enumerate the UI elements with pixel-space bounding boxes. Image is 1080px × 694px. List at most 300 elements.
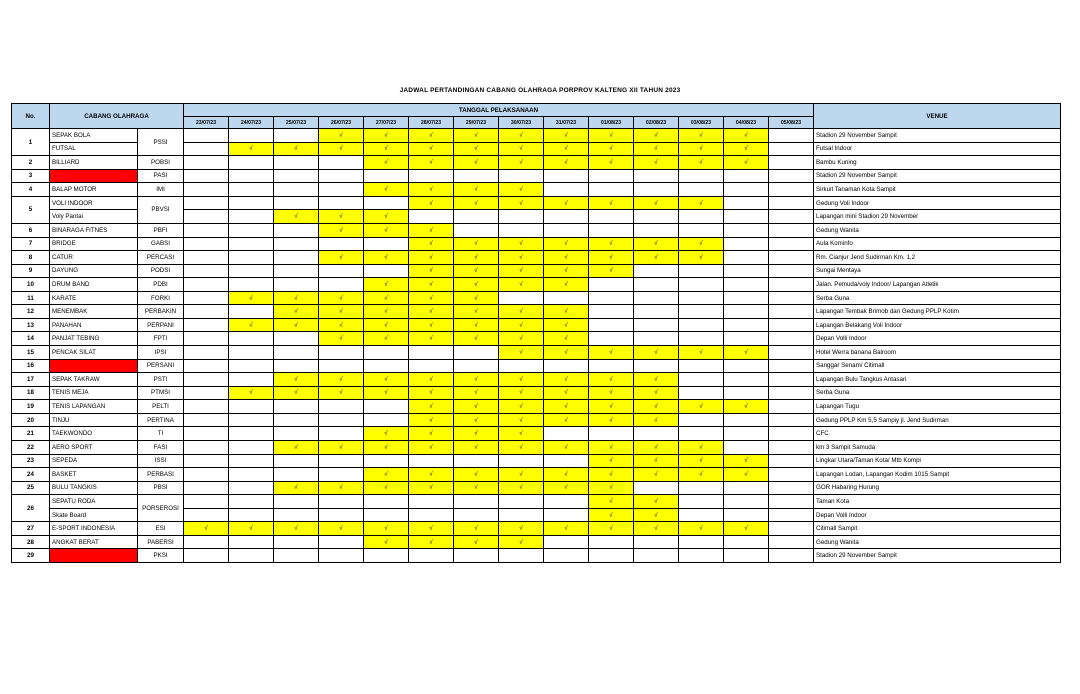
empty-day-cell: [679, 278, 724, 292]
venue-name: Hotel Werra banana Balroom: [814, 346, 1061, 360]
scheduled-day-cell: √: [499, 183, 544, 197]
venue-name: Lapangan Belakang Voli Indoor: [814, 318, 1061, 332]
empty-day-cell: [634, 291, 679, 305]
empty-day-cell: [274, 427, 319, 441]
sport-name: SEPEDA: [50, 454, 138, 468]
empty-day-cell: [319, 237, 364, 251]
empty-day-cell: [229, 210, 274, 224]
date-header-cell: 03/08/23: [679, 117, 724, 129]
empty-day-cell: [589, 278, 634, 292]
scheduled-day-cell: √: [544, 305, 589, 319]
scheduled-day-cell: √: [409, 237, 454, 251]
scheduled-day-cell: √: [544, 413, 589, 427]
venue-name: Stadion 29 November Sampit: [814, 129, 1061, 143]
scheduled-day-cell: √: [679, 237, 724, 251]
table-row: [12, 346, 1061, 360]
empty-day-cell: [409, 210, 454, 224]
scheduled-day-cell: √: [409, 332, 454, 346]
empty-day-cell: [499, 495, 544, 509]
empty-day-cell: [184, 549, 229, 563]
empty-day-cell: [544, 359, 589, 373]
empty-day-cell: [229, 454, 274, 468]
sport-name: BULU TANGKIS: [50, 481, 138, 495]
table-row: [12, 332, 1061, 346]
row-number: 12: [12, 305, 50, 319]
organization: POBSI: [138, 156, 184, 170]
venue-name: Gedung Wanita: [814, 223, 1061, 237]
scheduled-day-cell: √: [544, 400, 589, 414]
sport-name: PENCAK SILAT: [50, 346, 138, 360]
organization: PABERSI: [138, 535, 184, 549]
venue-name: Lapangan Bulu Tangkus Antasari: [814, 373, 1061, 387]
empty-day-cell: [274, 468, 319, 482]
empty-day-cell: [724, 196, 769, 210]
scheduled-day-cell: √: [634, 440, 679, 454]
sport-name: PANAHAN: [50, 318, 138, 332]
empty-day-cell: [184, 237, 229, 251]
empty-day-cell: [769, 210, 814, 224]
scheduled-day-cell: √: [634, 237, 679, 251]
empty-day-cell: [769, 359, 814, 373]
scheduled-day-cell: √: [364, 156, 409, 170]
table-row: [12, 495, 1061, 509]
scheduled-day-cell: √: [634, 400, 679, 414]
scheduled-day-cell: √: [544, 386, 589, 400]
scheduled-day-cell: √: [319, 129, 364, 143]
empty-day-cell: [229, 129, 274, 143]
scheduled-day-cell: √: [499, 156, 544, 170]
table-row: [12, 291, 1061, 305]
empty-day-cell: [769, 332, 814, 346]
empty-day-cell: [274, 129, 319, 143]
scheduled-day-cell: √: [319, 386, 364, 400]
organization: PORSEROSI: [138, 495, 184, 522]
venue-name: Rm. Cianjur Jend Sudirman Km. 1,2: [814, 251, 1061, 265]
empty-day-cell: [724, 318, 769, 332]
row-number: 4: [12, 183, 50, 197]
sport-name: VOLI INDOOR: [50, 196, 138, 210]
empty-day-cell: [634, 183, 679, 197]
scheduled-day-cell: √: [544, 196, 589, 210]
empty-day-cell: [724, 278, 769, 292]
scheduled-day-cell: √: [319, 223, 364, 237]
scheduled-day-cell: √: [454, 413, 499, 427]
scheduled-day-cell: √: [364, 223, 409, 237]
sport-name: DAYUNG: [50, 264, 138, 278]
table-row: [12, 386, 1061, 400]
venue-name: Depan Volli Indoor: [814, 332, 1061, 346]
empty-day-cell: [274, 251, 319, 265]
scheduled-day-cell: √: [634, 495, 679, 509]
scheduled-day-cell: √: [589, 237, 634, 251]
scheduled-day-cell: √: [229, 142, 274, 156]
venue-name: Bambu Kuning: [814, 156, 1061, 170]
empty-day-cell: [724, 210, 769, 224]
organization: PBVSI: [138, 196, 184, 223]
empty-day-cell: [184, 508, 229, 522]
scheduled-day-cell: √: [409, 142, 454, 156]
empty-day-cell: [319, 346, 364, 360]
organization: ISSI: [138, 454, 184, 468]
empty-day-cell: [679, 427, 724, 441]
empty-day-cell: [769, 508, 814, 522]
empty-day-cell: [184, 183, 229, 197]
scheduled-day-cell: √: [409, 305, 454, 319]
scheduled-day-cell: √: [409, 196, 454, 210]
scheduled-day-cell: √: [544, 481, 589, 495]
schedule-title: JADWAL PERTANDINGAN CABANG OLAHRAGA PORPROV KALTENG XII TAHUN 2023: [399, 87, 681, 94]
scheduled-day-cell: √: [679, 129, 724, 143]
empty-day-cell: [544, 454, 589, 468]
organization: PERPANI: [138, 318, 184, 332]
empty-day-cell: [769, 183, 814, 197]
empty-day-cell: [634, 332, 679, 346]
sport-name: SEPATU RODA: [50, 495, 138, 509]
scheduled-day-cell: √: [544, 332, 589, 346]
empty-day-cell: [409, 169, 454, 183]
sport-name: TAEKWONDO: [50, 427, 138, 441]
empty-day-cell: [544, 535, 589, 549]
empty-day-cell: [319, 495, 364, 509]
empty-day-cell: [364, 508, 409, 522]
empty-day-cell: [229, 251, 274, 265]
row-number: 24: [12, 468, 50, 482]
empty-day-cell: [499, 291, 544, 305]
scheduled-day-cell: √: [454, 156, 499, 170]
empty-day-cell: [679, 169, 724, 183]
row-number: 16: [12, 359, 50, 373]
venue-name: CFC: [814, 427, 1061, 441]
empty-day-cell: [319, 468, 364, 482]
empty-day-cell: [454, 210, 499, 224]
date-header-cell: 27/07/23: [364, 117, 409, 129]
empty-day-cell: [319, 169, 364, 183]
empty-day-cell: [229, 440, 274, 454]
scheduled-day-cell: √: [499, 386, 544, 400]
empty-day-cell: [274, 535, 319, 549]
table-row: [12, 468, 1061, 482]
row-number: 28: [12, 535, 50, 549]
scheduled-day-cell: √: [679, 468, 724, 482]
table-row: [12, 129, 1061, 143]
empty-day-cell: [499, 359, 544, 373]
scheduled-day-cell: √: [274, 386, 319, 400]
scheduled-day-cell: √: [589, 142, 634, 156]
empty-day-cell: [274, 183, 319, 197]
empty-day-cell: [679, 210, 724, 224]
empty-day-cell: [184, 454, 229, 468]
empty-day-cell: [319, 400, 364, 414]
empty-day-cell: [724, 359, 769, 373]
empty-day-cell: [769, 156, 814, 170]
empty-day-cell: [319, 413, 364, 427]
empty-day-cell: [274, 413, 319, 427]
scheduled-day-cell: √: [679, 251, 724, 265]
header-venue: VENUE: [814, 104, 1061, 129]
empty-day-cell: [274, 332, 319, 346]
scheduled-day-cell: √: [274, 522, 319, 536]
scheduled-day-cell: √: [589, 196, 634, 210]
empty-day-cell: [229, 196, 274, 210]
empty-day-cell: [769, 481, 814, 495]
scheduled-day-cell: √: [409, 183, 454, 197]
scheduled-day-cell: √: [364, 278, 409, 292]
empty-day-cell: [769, 373, 814, 387]
empty-day-cell: [229, 549, 274, 563]
sport-name: BILLIARD: [50, 156, 138, 170]
sport-name: DRUM BAND: [50, 278, 138, 292]
empty-day-cell: [679, 508, 724, 522]
scheduled-day-cell: √: [544, 142, 589, 156]
empty-day-cell: [184, 318, 229, 332]
empty-day-cell: [319, 156, 364, 170]
empty-day-cell: [499, 223, 544, 237]
scheduled-day-cell: √: [454, 129, 499, 143]
empty-day-cell: [724, 413, 769, 427]
empty-day-cell: [319, 264, 364, 278]
empty-day-cell: [229, 495, 274, 509]
scheduled-day-cell: √: [409, 386, 454, 400]
sport-name: ATLETIK: [50, 169, 138, 183]
empty-day-cell: [364, 413, 409, 427]
table-row: [12, 454, 1061, 468]
empty-day-cell: [634, 264, 679, 278]
empty-day-cell: [499, 210, 544, 224]
empty-day-cell: [229, 264, 274, 278]
venue-name: Lingkar Utara/Taman Kota/ Mtb Kompi: [814, 454, 1061, 468]
scheduled-day-cell: √: [364, 386, 409, 400]
row-number: 1: [12, 129, 50, 156]
scheduled-day-cell: √: [364, 427, 409, 441]
scheduled-day-cell: √: [724, 142, 769, 156]
scheduled-day-cell: √: [679, 522, 724, 536]
empty-day-cell: [679, 386, 724, 400]
scheduled-day-cell: √: [454, 291, 499, 305]
empty-day-cell: [229, 481, 274, 495]
scheduled-day-cell: √: [319, 440, 364, 454]
empty-day-cell: [184, 440, 229, 454]
empty-day-cell: [634, 318, 679, 332]
scheduled-day-cell: √: [454, 251, 499, 265]
sport-name: FUTSAL: [50, 142, 138, 156]
scheduled-day-cell: √: [499, 196, 544, 210]
scheduled-day-cell: √: [364, 468, 409, 482]
empty-day-cell: [769, 169, 814, 183]
empty-day-cell: [364, 237, 409, 251]
empty-day-cell: [544, 508, 589, 522]
table-row: [12, 223, 1061, 237]
scheduled-day-cell: √: [319, 210, 364, 224]
empty-day-cell: [184, 142, 229, 156]
scheduled-day-cell: √: [724, 129, 769, 143]
empty-day-cell: [724, 495, 769, 509]
scheduled-day-cell: √: [589, 400, 634, 414]
table-row: [12, 251, 1061, 265]
sport-name: AERO SPORT: [50, 440, 138, 454]
sport-name: TENIS LAPANGAN: [50, 400, 138, 414]
scheduled-day-cell: √: [634, 522, 679, 536]
empty-day-cell: [769, 305, 814, 319]
scheduled-day-cell: √: [499, 481, 544, 495]
table-row: [12, 156, 1061, 170]
scheduled-day-cell: √: [454, 468, 499, 482]
empty-day-cell: [229, 183, 274, 197]
scheduled-day-cell: √: [274, 291, 319, 305]
scheduled-day-cell: √: [274, 142, 319, 156]
scheduled-day-cell: √: [454, 237, 499, 251]
empty-day-cell: [769, 427, 814, 441]
empty-day-cell: [679, 535, 724, 549]
scheduled-day-cell: √: [409, 522, 454, 536]
empty-day-cell: [589, 291, 634, 305]
scheduled-day-cell: √: [364, 522, 409, 536]
sport-name: BINARAGA FITNES: [50, 223, 138, 237]
date-header-cell: 29/07/23: [454, 117, 499, 129]
organization: PBSI: [138, 481, 184, 495]
table-row: [12, 169, 1061, 183]
sport-name: ANGKAT BERAT: [50, 535, 138, 549]
scheduled-day-cell: √: [589, 508, 634, 522]
row-number: 20: [12, 413, 50, 427]
sport-name: BALAP MOTOR: [50, 183, 138, 197]
venue-name: Serba Guna: [814, 386, 1061, 400]
empty-day-cell: [364, 264, 409, 278]
empty-day-cell: [229, 413, 274, 427]
empty-day-cell: [184, 264, 229, 278]
empty-day-cell: [454, 549, 499, 563]
empty-day-cell: [409, 508, 454, 522]
scheduled-day-cell: √: [499, 332, 544, 346]
empty-day-cell: [319, 454, 364, 468]
scheduled-day-cell: √: [409, 318, 454, 332]
empty-day-cell: [544, 291, 589, 305]
date-header-cell: 31/07/23: [544, 117, 589, 129]
empty-day-cell: [184, 305, 229, 319]
empty-day-cell: [184, 210, 229, 224]
date-header-cell: 23/07/23: [184, 117, 229, 129]
table-row: [12, 549, 1061, 563]
table-row: [12, 183, 1061, 197]
table-row: [12, 196, 1061, 210]
scheduled-day-cell: √: [544, 318, 589, 332]
venue-name: Stadion 29 November Sampit: [814, 169, 1061, 183]
scheduled-day-cell: √: [544, 129, 589, 143]
organization: PERTINA: [138, 413, 184, 427]
empty-day-cell: [724, 251, 769, 265]
empty-day-cell: [544, 183, 589, 197]
venue-name: Lapangan Lodan, Lapangan Kodim 1015 Sampit: [814, 468, 1061, 482]
empty-day-cell: [454, 223, 499, 237]
table-row: [12, 237, 1061, 251]
sport-name: E-SPORT INDONESIA: [50, 522, 138, 536]
empty-day-cell: [364, 495, 409, 509]
organization: FASI: [138, 440, 184, 454]
empty-day-cell: [634, 278, 679, 292]
scheduled-day-cell: √: [229, 291, 274, 305]
row-number: 2: [12, 156, 50, 170]
empty-day-cell: [679, 264, 724, 278]
scheduled-day-cell: √: [409, 251, 454, 265]
empty-day-cell: [724, 291, 769, 305]
organization: ESI: [138, 522, 184, 536]
scheduled-day-cell: √: [454, 196, 499, 210]
empty-day-cell: [274, 346, 319, 360]
sport-name: BASKET: [50, 468, 138, 482]
venue-name: Sungai Mentaya: [814, 264, 1061, 278]
empty-day-cell: [769, 142, 814, 156]
empty-day-cell: [184, 373, 229, 387]
empty-day-cell: [634, 427, 679, 441]
scheduled-day-cell: √: [544, 237, 589, 251]
empty-day-cell: [184, 427, 229, 441]
empty-day-cell: [184, 400, 229, 414]
scheduled-day-cell: √: [634, 251, 679, 265]
scheduled-day-cell: √: [319, 332, 364, 346]
scheduled-day-cell: √: [364, 440, 409, 454]
organization: GABSI: [138, 237, 184, 251]
scheduled-day-cell: √: [589, 264, 634, 278]
scheduled-day-cell: √: [409, 278, 454, 292]
empty-day-cell: [409, 549, 454, 563]
empty-day-cell: [724, 305, 769, 319]
empty-day-cell: [679, 318, 724, 332]
empty-day-cell: [769, 468, 814, 482]
scheduled-day-cell: √: [274, 440, 319, 454]
scheduled-day-cell: √: [409, 535, 454, 549]
scheduled-day-cell: √: [364, 142, 409, 156]
empty-day-cell: [274, 264, 319, 278]
sport-name: PANJAT TEBING: [50, 332, 138, 346]
empty-day-cell: [274, 169, 319, 183]
table-row: [12, 427, 1061, 441]
empty-day-cell: [184, 332, 229, 346]
empty-day-cell: [679, 291, 724, 305]
empty-day-cell: [454, 508, 499, 522]
scheduled-day-cell: √: [499, 251, 544, 265]
scheduled-day-cell: √: [364, 318, 409, 332]
empty-day-cell: [229, 508, 274, 522]
scheduled-day-cell: √: [589, 373, 634, 387]
scheduled-day-cell: √: [589, 346, 634, 360]
empty-day-cell: [724, 386, 769, 400]
empty-day-cell: [274, 454, 319, 468]
empty-day-cell: [274, 508, 319, 522]
venue-name: Citimall Sampit: [814, 522, 1061, 536]
empty-day-cell: [679, 223, 724, 237]
empty-day-cell: [769, 535, 814, 549]
empty-day-cell: [319, 196, 364, 210]
empty-day-cell: [769, 522, 814, 536]
empty-day-cell: [634, 210, 679, 224]
scheduled-day-cell: √: [544, 373, 589, 387]
organization: PSSI: [138, 129, 184, 156]
scheduled-day-cell: √: [454, 318, 499, 332]
empty-day-cell: [724, 481, 769, 495]
empty-day-cell: [274, 278, 319, 292]
scheduled-day-cell: √: [409, 291, 454, 305]
scheduled-day-cell: √: [319, 522, 364, 536]
empty-day-cell: [544, 427, 589, 441]
empty-day-cell: [184, 129, 229, 143]
scheduled-day-cell: √: [454, 427, 499, 441]
scheduled-day-cell: √: [409, 427, 454, 441]
scheduled-day-cell: √: [499, 522, 544, 536]
scheduled-day-cell: √: [724, 468, 769, 482]
scheduled-day-cell: √: [589, 454, 634, 468]
scheduled-day-cell: √: [544, 251, 589, 265]
empty-day-cell: [544, 169, 589, 183]
scheduled-day-cell: √: [409, 468, 454, 482]
